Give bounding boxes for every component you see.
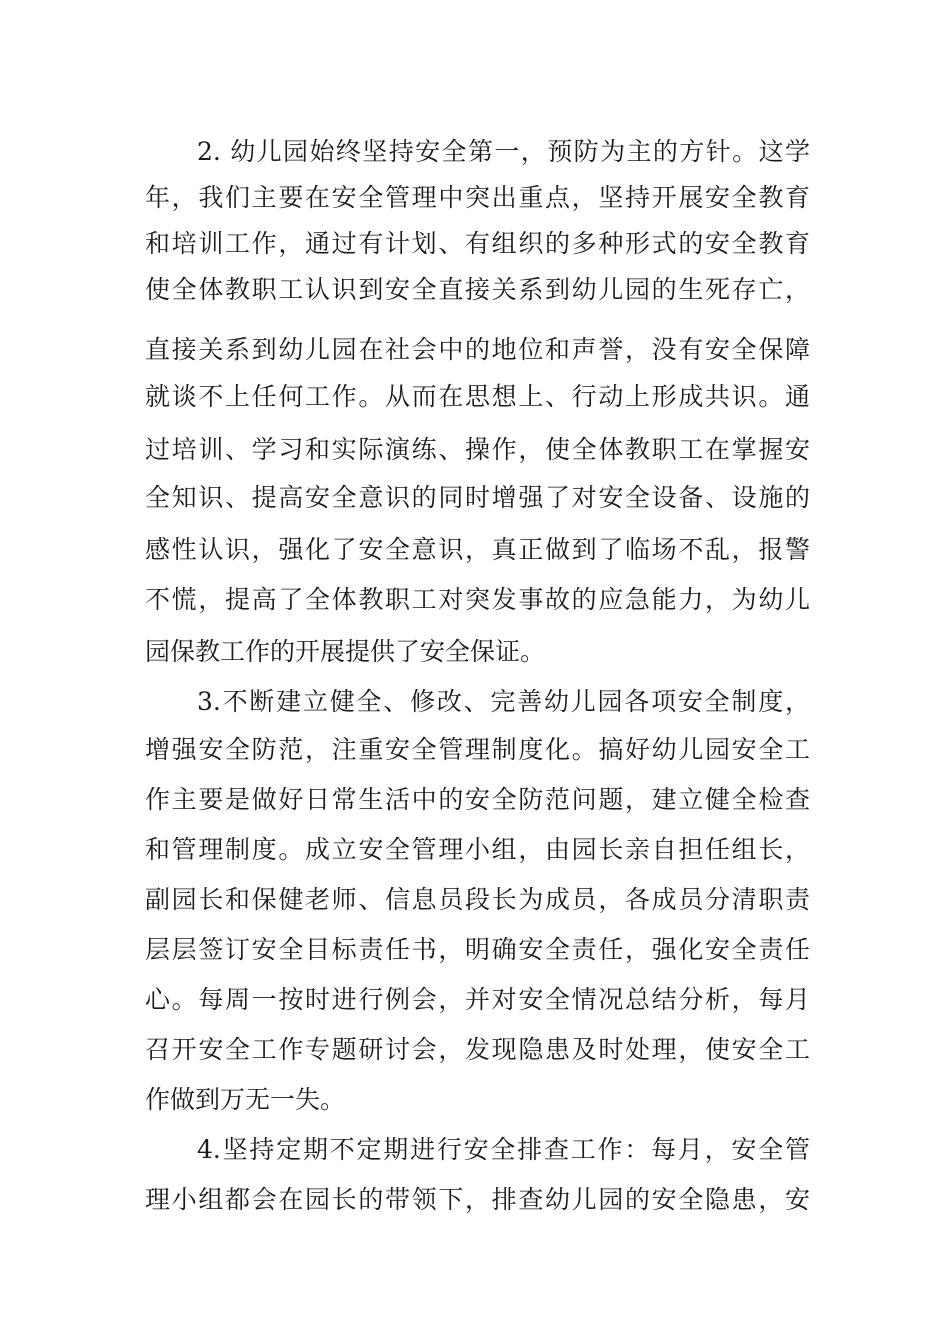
paragraph-3-line-2: 增强安全防范，注重安全管理制度化。搞好幼儿园安全工 bbox=[145, 735, 810, 764]
paragraph-2-line-10: 不慌，提高了全体教职工对突发事故的应急能力，为幼儿 bbox=[145, 585, 810, 614]
paragraph-2-line-5: 直接关系到幼儿园在社会中的地位和声誉，没有安全保障 bbox=[145, 335, 810, 364]
paragraph-3-line-4: 和管理制度。成立安全管理小组，由园长亲自担任组长， bbox=[145, 835, 810, 864]
paragraph-4-line-1: 4.坚持定期不定期进行安全排查工作：每月，安全管 bbox=[197, 1135, 810, 1164]
paragraph-2-line-3: 和培训工作，通过有计划、有组织的多种形式的安全教育 bbox=[145, 229, 810, 258]
paragraph-3-line-3: 作主要是做好日常生活中的安全防范问题，建立健全检查 bbox=[145, 785, 810, 814]
paragraph-3-line-1: 3.不断建立健全、修改、完善幼儿园各项安全制度， bbox=[197, 687, 810, 716]
paragraph-2-line-4: 使全体教职工认识到安全直接关系到幼儿园的生死存亡， bbox=[145, 275, 810, 304]
paragraph-2-line-11: 园保教工作的开展提供了安全保证。 bbox=[145, 637, 546, 666]
paragraph-2-line-1: 2. 幼儿园始终坚持安全第一，预防为主的方针。这学 bbox=[197, 137, 810, 166]
paragraph-3-line-6: 层层签订安全目标责任书，明确安全责任，强化安全责任 bbox=[145, 935, 810, 964]
paragraph-3-line-7: 心。每周一按时进行例会，并对安全情况总结分析，每月 bbox=[145, 985, 810, 1014]
paragraph-3-line-5: 副园长和保健老师、信息员段长为成员，各成员分清职责 bbox=[145, 885, 810, 914]
paragraph-2-line-8: 全知识、提高安全意识的同时增强了对安全设备、设施的 bbox=[145, 483, 810, 512]
paragraph-2-line-9: 感性认识，强化了安全意识，真正做到了临场不乱，报警 bbox=[145, 535, 810, 564]
paragraph-3-line-8: 召开安全工作专题研讨会，发现隐患及时处理，使安全工 bbox=[145, 1035, 810, 1064]
paragraph-3-line-9: 作做到万无一失。 bbox=[145, 1085, 346, 1114]
paragraph-2-line-6: 就谈不上任何工作。从而在思想上、行动上形成共识。通 bbox=[145, 382, 810, 411]
paragraph-4-line-2: 理小组都会在园长的带领下，排查幼儿园的安全隐患，安 bbox=[145, 1185, 810, 1214]
paragraph-2-line-2: 年，我们主要在安全管理中突出重点，坚持开展安全教育 bbox=[145, 183, 810, 212]
paragraph-2-line-7: 过培训、学习和实际演练、操作，使全体教职工在掌握安 bbox=[145, 435, 810, 464]
